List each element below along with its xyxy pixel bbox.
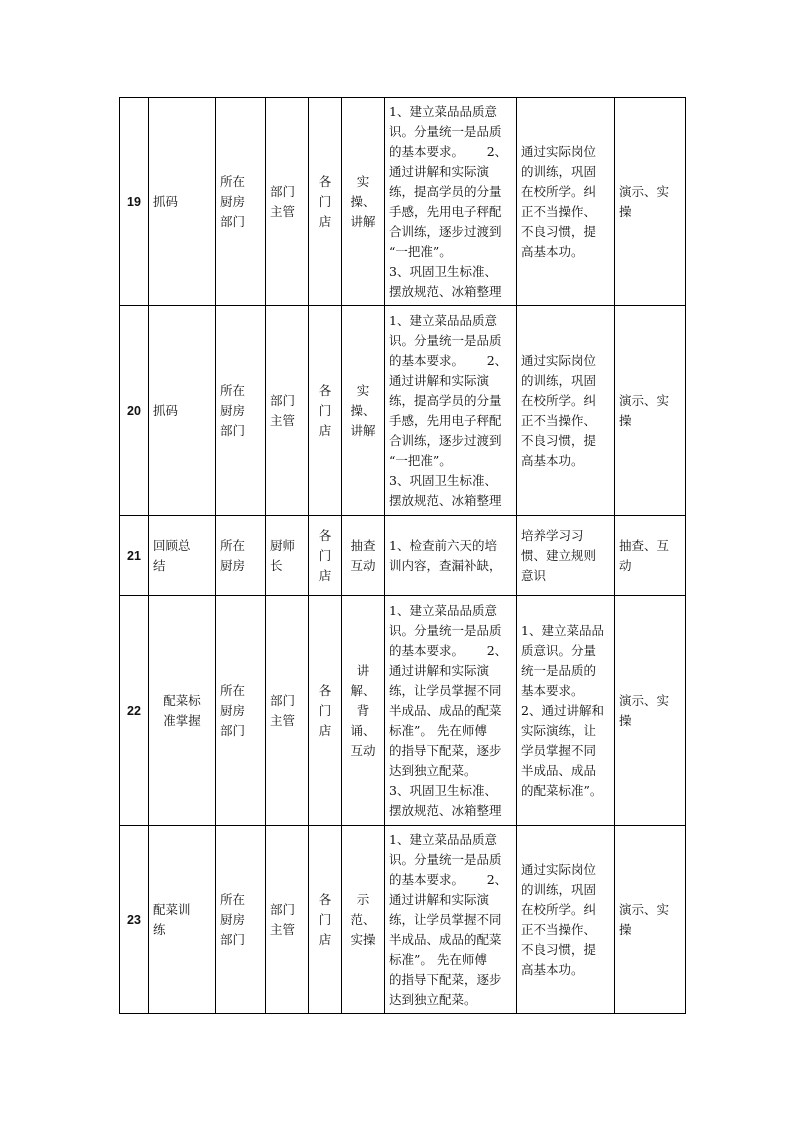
training-content: 1、建立菜品品质意 识。分量统一是品质 的基本要求。 2、 通过讲解和实际演 练，让学员掌握不同 半成品、成品的配菜 标准”。 先在师傅 的指导下配菜，逐步 达到独立配菜。 bbox=[385, 826, 517, 1014]
row-number: 19 bbox=[120, 98, 149, 306]
training-schedule-table bbox=[119, 97, 686, 1014]
training-content: 1、建立菜品品质意 识。分量统一是品质 的基本要求。 2、 通过讲解和实际演 练，提高学员的分量 手感，先用电子秤配 合训练，逐步过渡到 “一把准”。 3、巩固卫生标准、 摆放规范、冰箱整理 bbox=[385, 98, 517, 306]
training-content: 1、建立菜品品质意 识。分量统一是品质 的基本要求。 2、 通过讲解和实际演 练，提高学员的分量 手感，先用电子秤配 合训练，逐步过渡到 “一把准”。 3、巩固卫生标准、 摆放规范、冰箱整理 bbox=[385, 306, 517, 516]
training-goal: 1、建立菜品品 质意识。分量 统一是品质的 基本要求。 2、通过讲解和 实际演练，让 学员掌握不同 半成品、成品 的配菜标准”。 bbox=[517, 596, 615, 826]
assessment-method: 演示、实 操 bbox=[615, 596, 686, 826]
training-method: 讲 解、 背 诵、 互动 bbox=[342, 596, 385, 826]
training-goal: 培养学习习 惯、建立规则 意识 bbox=[517, 516, 615, 596]
location: 各 门 店 bbox=[309, 826, 342, 1014]
training-method: 抽查 互动 bbox=[342, 516, 385, 596]
responsible-person: 厨师 长 bbox=[266, 516, 309, 596]
training-method: 实 操、 讲解 bbox=[342, 98, 385, 306]
training-goal: 通过实际岗位 的训练，巩固 在校所学。纠 正不当操作、 不良习惯，提 高基本功。 bbox=[517, 306, 615, 516]
location: 各 门 店 bbox=[309, 306, 342, 516]
table-row bbox=[120, 98, 686, 306]
row-number: 20 bbox=[120, 306, 149, 516]
assessment-method: 演示、实 操 bbox=[615, 98, 686, 306]
location: 各 门 店 bbox=[309, 98, 342, 306]
department: 所在 厨房 部门 bbox=[216, 826, 266, 1014]
department: 所在 厨房 部门 bbox=[216, 596, 266, 826]
responsible-person: 部门 主管 bbox=[266, 98, 309, 306]
responsible-person: 部门 主管 bbox=[266, 596, 309, 826]
row-number: 23 bbox=[120, 826, 149, 1014]
training-content: 1、建立菜品品质意 识。分量统一是品质 的基本要求。 2、 通过讲解和实际演 练，让学员掌握不同 半成品、成品的配菜 标准”。 先在师傅 的指导下配菜，逐步 达到独立配菜。 3、巩固卫生标准、 摆放规范、冰箱整理 bbox=[385, 596, 517, 826]
department: 所在 厨房 bbox=[216, 516, 266, 596]
responsible-person: 部门 主管 bbox=[266, 306, 309, 516]
location: 各 门 店 bbox=[309, 596, 342, 826]
row-number: 21 bbox=[120, 516, 149, 596]
assessment-method: 抽查、互 动 bbox=[615, 516, 686, 596]
table-row bbox=[120, 826, 686, 1014]
training-content: 1、检查前六天的培 训内容，查漏补缺， bbox=[385, 516, 517, 596]
row-number: 22 bbox=[120, 596, 149, 826]
training-topic: 回顾总 结 bbox=[149, 516, 216, 596]
training-method: 示 范、 实操 bbox=[342, 826, 385, 1014]
table-row bbox=[120, 306, 686, 516]
training-goal: 通过实际岗位 的训练，巩固 在校所学。纠 正不当操作、 不良习惯，提 高基本功。 bbox=[517, 826, 615, 1014]
training-topic: 配菜训 练 bbox=[149, 826, 216, 1014]
training-topic: 抓码 bbox=[149, 98, 216, 306]
department: 所在 厨房 部门 bbox=[216, 98, 266, 306]
table-row bbox=[120, 516, 686, 596]
table-row bbox=[120, 596, 686, 826]
training-goal: 通过实际岗位 的训练，巩固 在校所学。纠 正不当操作、 不良习惯，提 高基本功。 bbox=[517, 98, 615, 306]
assessment-method: 演示、实 操 bbox=[615, 826, 686, 1014]
responsible-person: 部门 主管 bbox=[266, 826, 309, 1014]
location: 各 门 店 bbox=[309, 516, 342, 596]
department: 所在 厨房 部门 bbox=[216, 306, 266, 516]
training-topic: 抓码 bbox=[149, 306, 216, 516]
assessment-method: 演示、实 操 bbox=[615, 306, 686, 516]
training-method: 实 操、 讲解 bbox=[342, 306, 385, 516]
training-topic: 配菜标 准掌握 bbox=[149, 596, 216, 826]
